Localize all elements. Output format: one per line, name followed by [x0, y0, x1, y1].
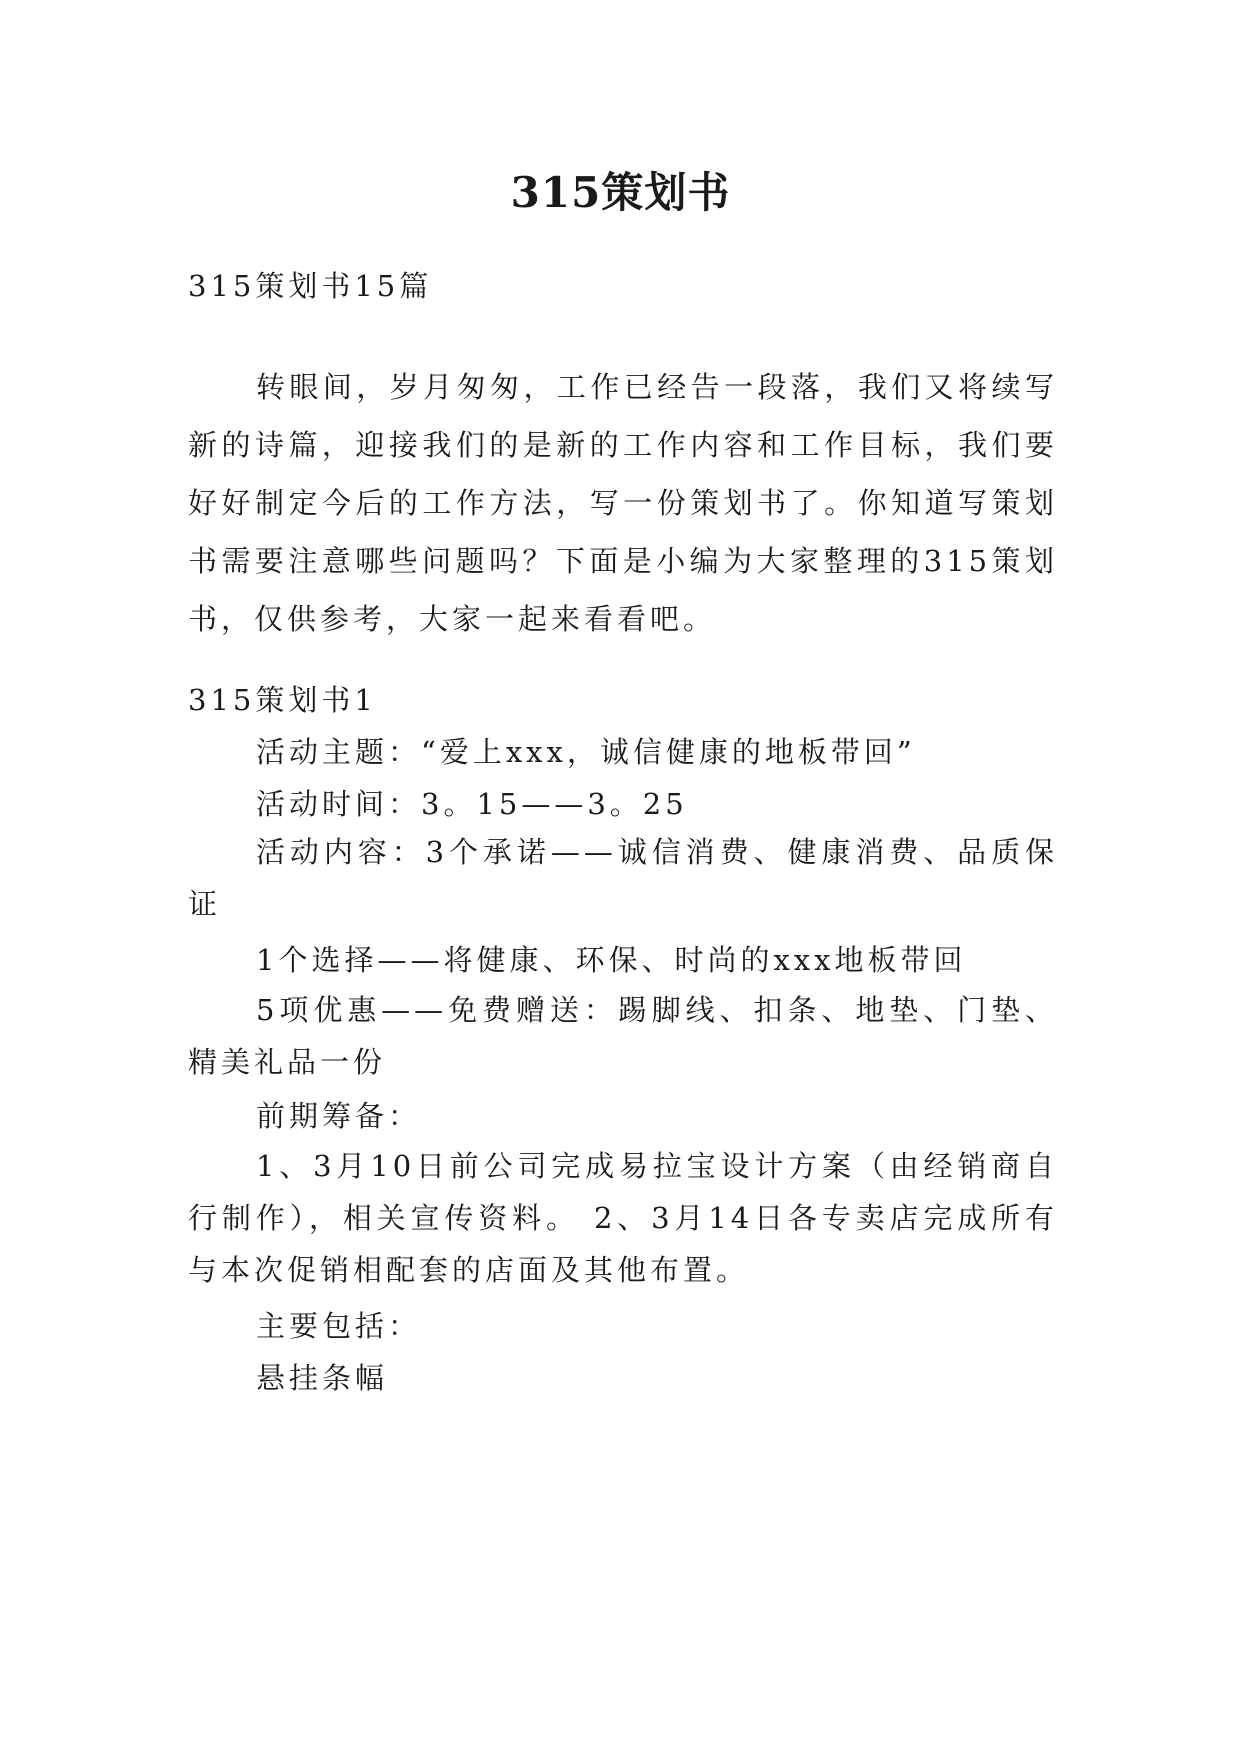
document-title: 315策划书	[510, 168, 731, 217]
intro-paragraph: 转眼间，岁月匆匆，工作已经告一段落，我们又将续写新的诗篇，迎接我们的是新的工作内容和工作目标，我们要好好制定今后的工作方法，写一份策划书了。你知道写策划书需要注意哪些问题吗？下面是小编为大家整理的315策划书，仅供参考，大家一起来看看吧。	[188, 370, 1058, 636]
section-heading: 315策划书1	[188, 683, 377, 717]
prep-heading: 前期筹备：	[256, 1099, 422, 1133]
activity-time: 活动时间：3。15——3。25	[256, 787, 688, 821]
prep-paragraph: 1、3月10日前公司完成易拉宝设计方案（由经销商自行制作），相关宣传资料。 2、3月14日各专卖店完成所有与本次促销相配套的店面及其他布置。	[188, 1149, 1058, 1287]
document-subtitle: 315策划书15篇	[188, 269, 433, 303]
activity-offers: 5项优惠——免费赠送：踢脚线、扣条、地垫、门垫、精美礼品一份	[188, 993, 1058, 1079]
banner-item: 悬挂条幅	[256, 1361, 389, 1395]
activity-content: 活动内容：3个承诺——诚信消费、健康消费、品质保证	[188, 835, 1058, 921]
activity-choice: 1个选择——将健康、环保、时尚的xxx地板带回	[256, 943, 967, 977]
activity-theme: 活动主题：“爱上xxx，诚信健康的地板带回”	[256, 735, 916, 769]
main-heading: 主要包括：	[256, 1309, 422, 1343]
